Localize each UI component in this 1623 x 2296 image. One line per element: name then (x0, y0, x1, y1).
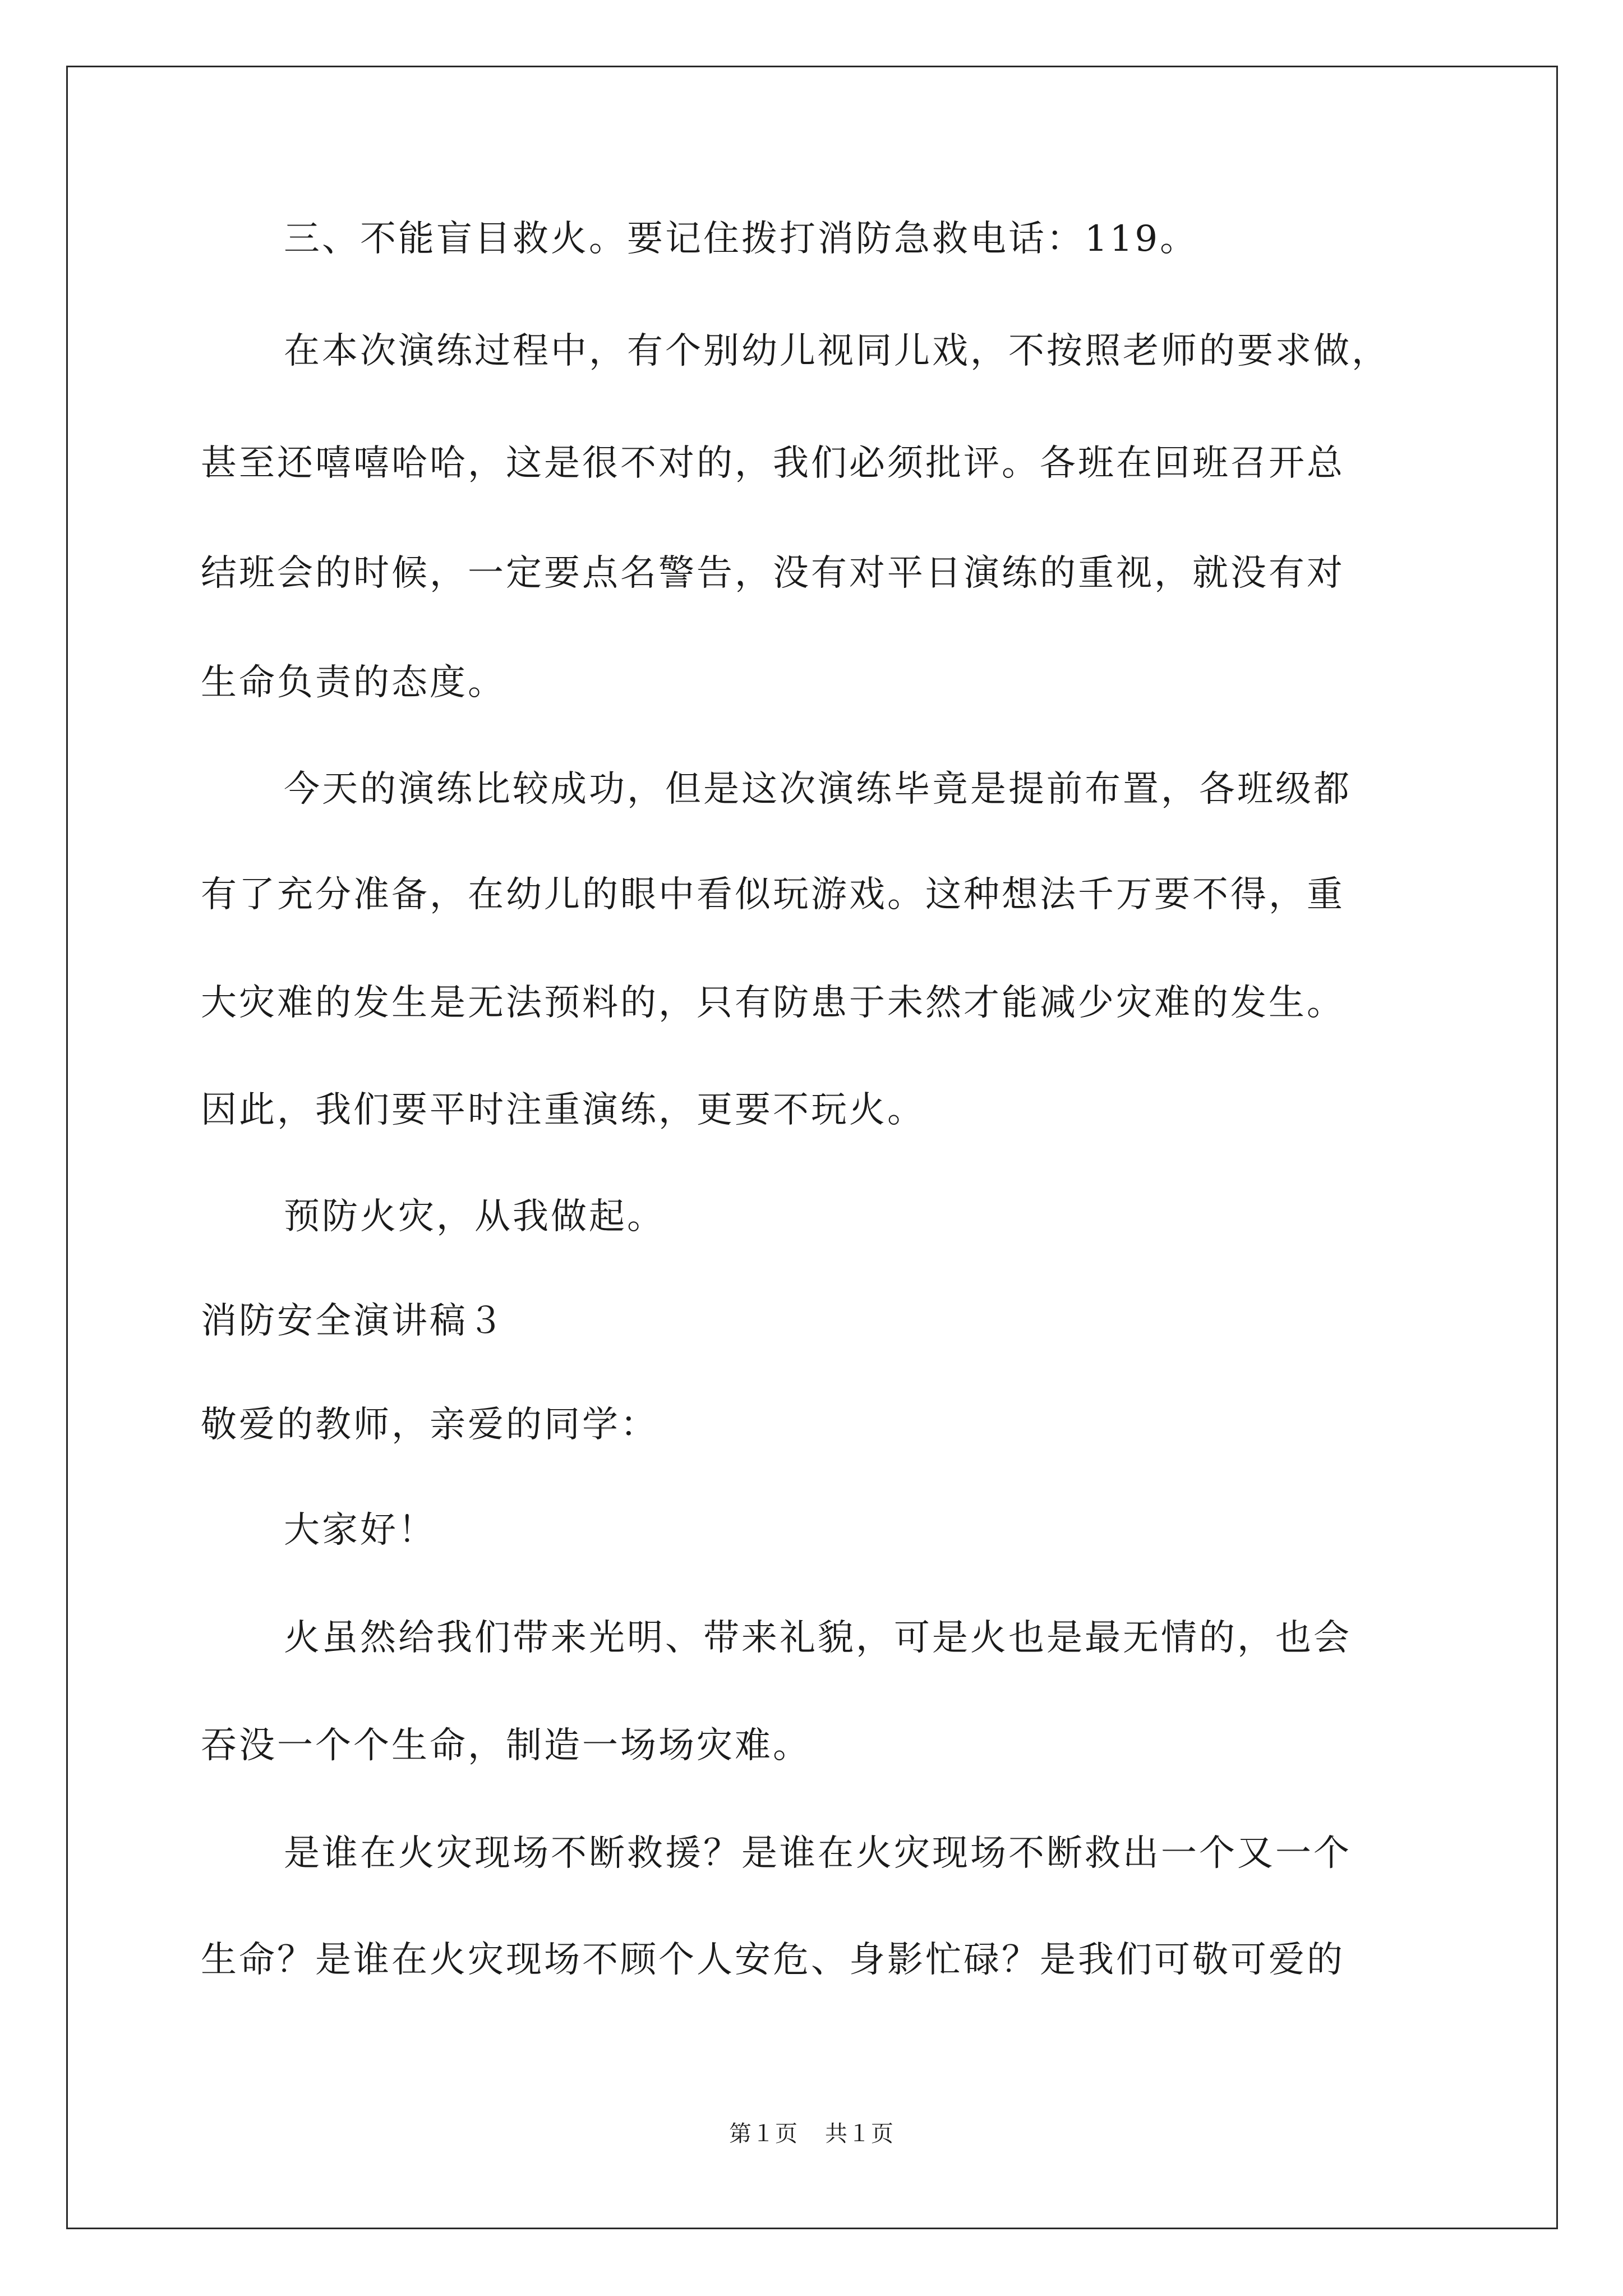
page-total: 共１页 (825, 2121, 894, 2147)
text-line: 有了充分准备，在幼儿的眼中看似玩游戏。这种想法千万要不得，重 (201, 874, 1345, 915)
text-line: 预防火灾，从我做起。 (284, 1196, 665, 1237)
page-border (66, 66, 1558, 2229)
text-line: 结班会的时候，一定要点名警告，没有对平日演练的重视，就没有对 (201, 553, 1345, 594)
text-line: 吞没一个个生命，制造一场场灾难。 (201, 1725, 811, 1766)
text-line: 大灾难的发生是无法预料的，只有防患于未然才能减少灾难的发生。 (201, 982, 1345, 1024)
text-line: 是谁在火灾现场不断救援？是谁在火灾现场不断救出一个又一个 (284, 1833, 1352, 1874)
text-line: 火虽然给我们带来光明、带来礼貌，可是火也是最无情的，也会 (284, 1617, 1352, 1659)
text-line: 生命负责的态度。 (201, 662, 506, 703)
page-footer (0, 2123, 1623, 2145)
page-number: 第１页 (729, 2121, 798, 2147)
text-line: 因此，我们要平时注重演练，更要不玩火。 (201, 1089, 925, 1131)
text-line: 在本次演练过程中，有个别幼儿视同儿戏，不按照老师的要求做， (284, 330, 1390, 372)
text-line: 三、不能盲目救火。要记住拨打消防急救电话：119。 (284, 218, 1198, 260)
text-line: 甚至还嘻嘻哈哈，这是很不对的，我们必须批评。各班在回班召开总 (201, 443, 1345, 484)
salutation: 敬爱的教师，亲爱的同学： (201, 1404, 658, 1446)
text-line: 生命？是谁在火灾现场不顾个人安危、身影忙碌？是我们可敬可爱的 (201, 1939, 1345, 1981)
section-heading: 消防安全演讲稿３ (201, 1300, 506, 1342)
greeting: 大家好！ (284, 1510, 436, 1551)
text-line: 今天的演练比较成功，但是这次演练毕竟是提前布置，各班级都 (284, 769, 1352, 810)
